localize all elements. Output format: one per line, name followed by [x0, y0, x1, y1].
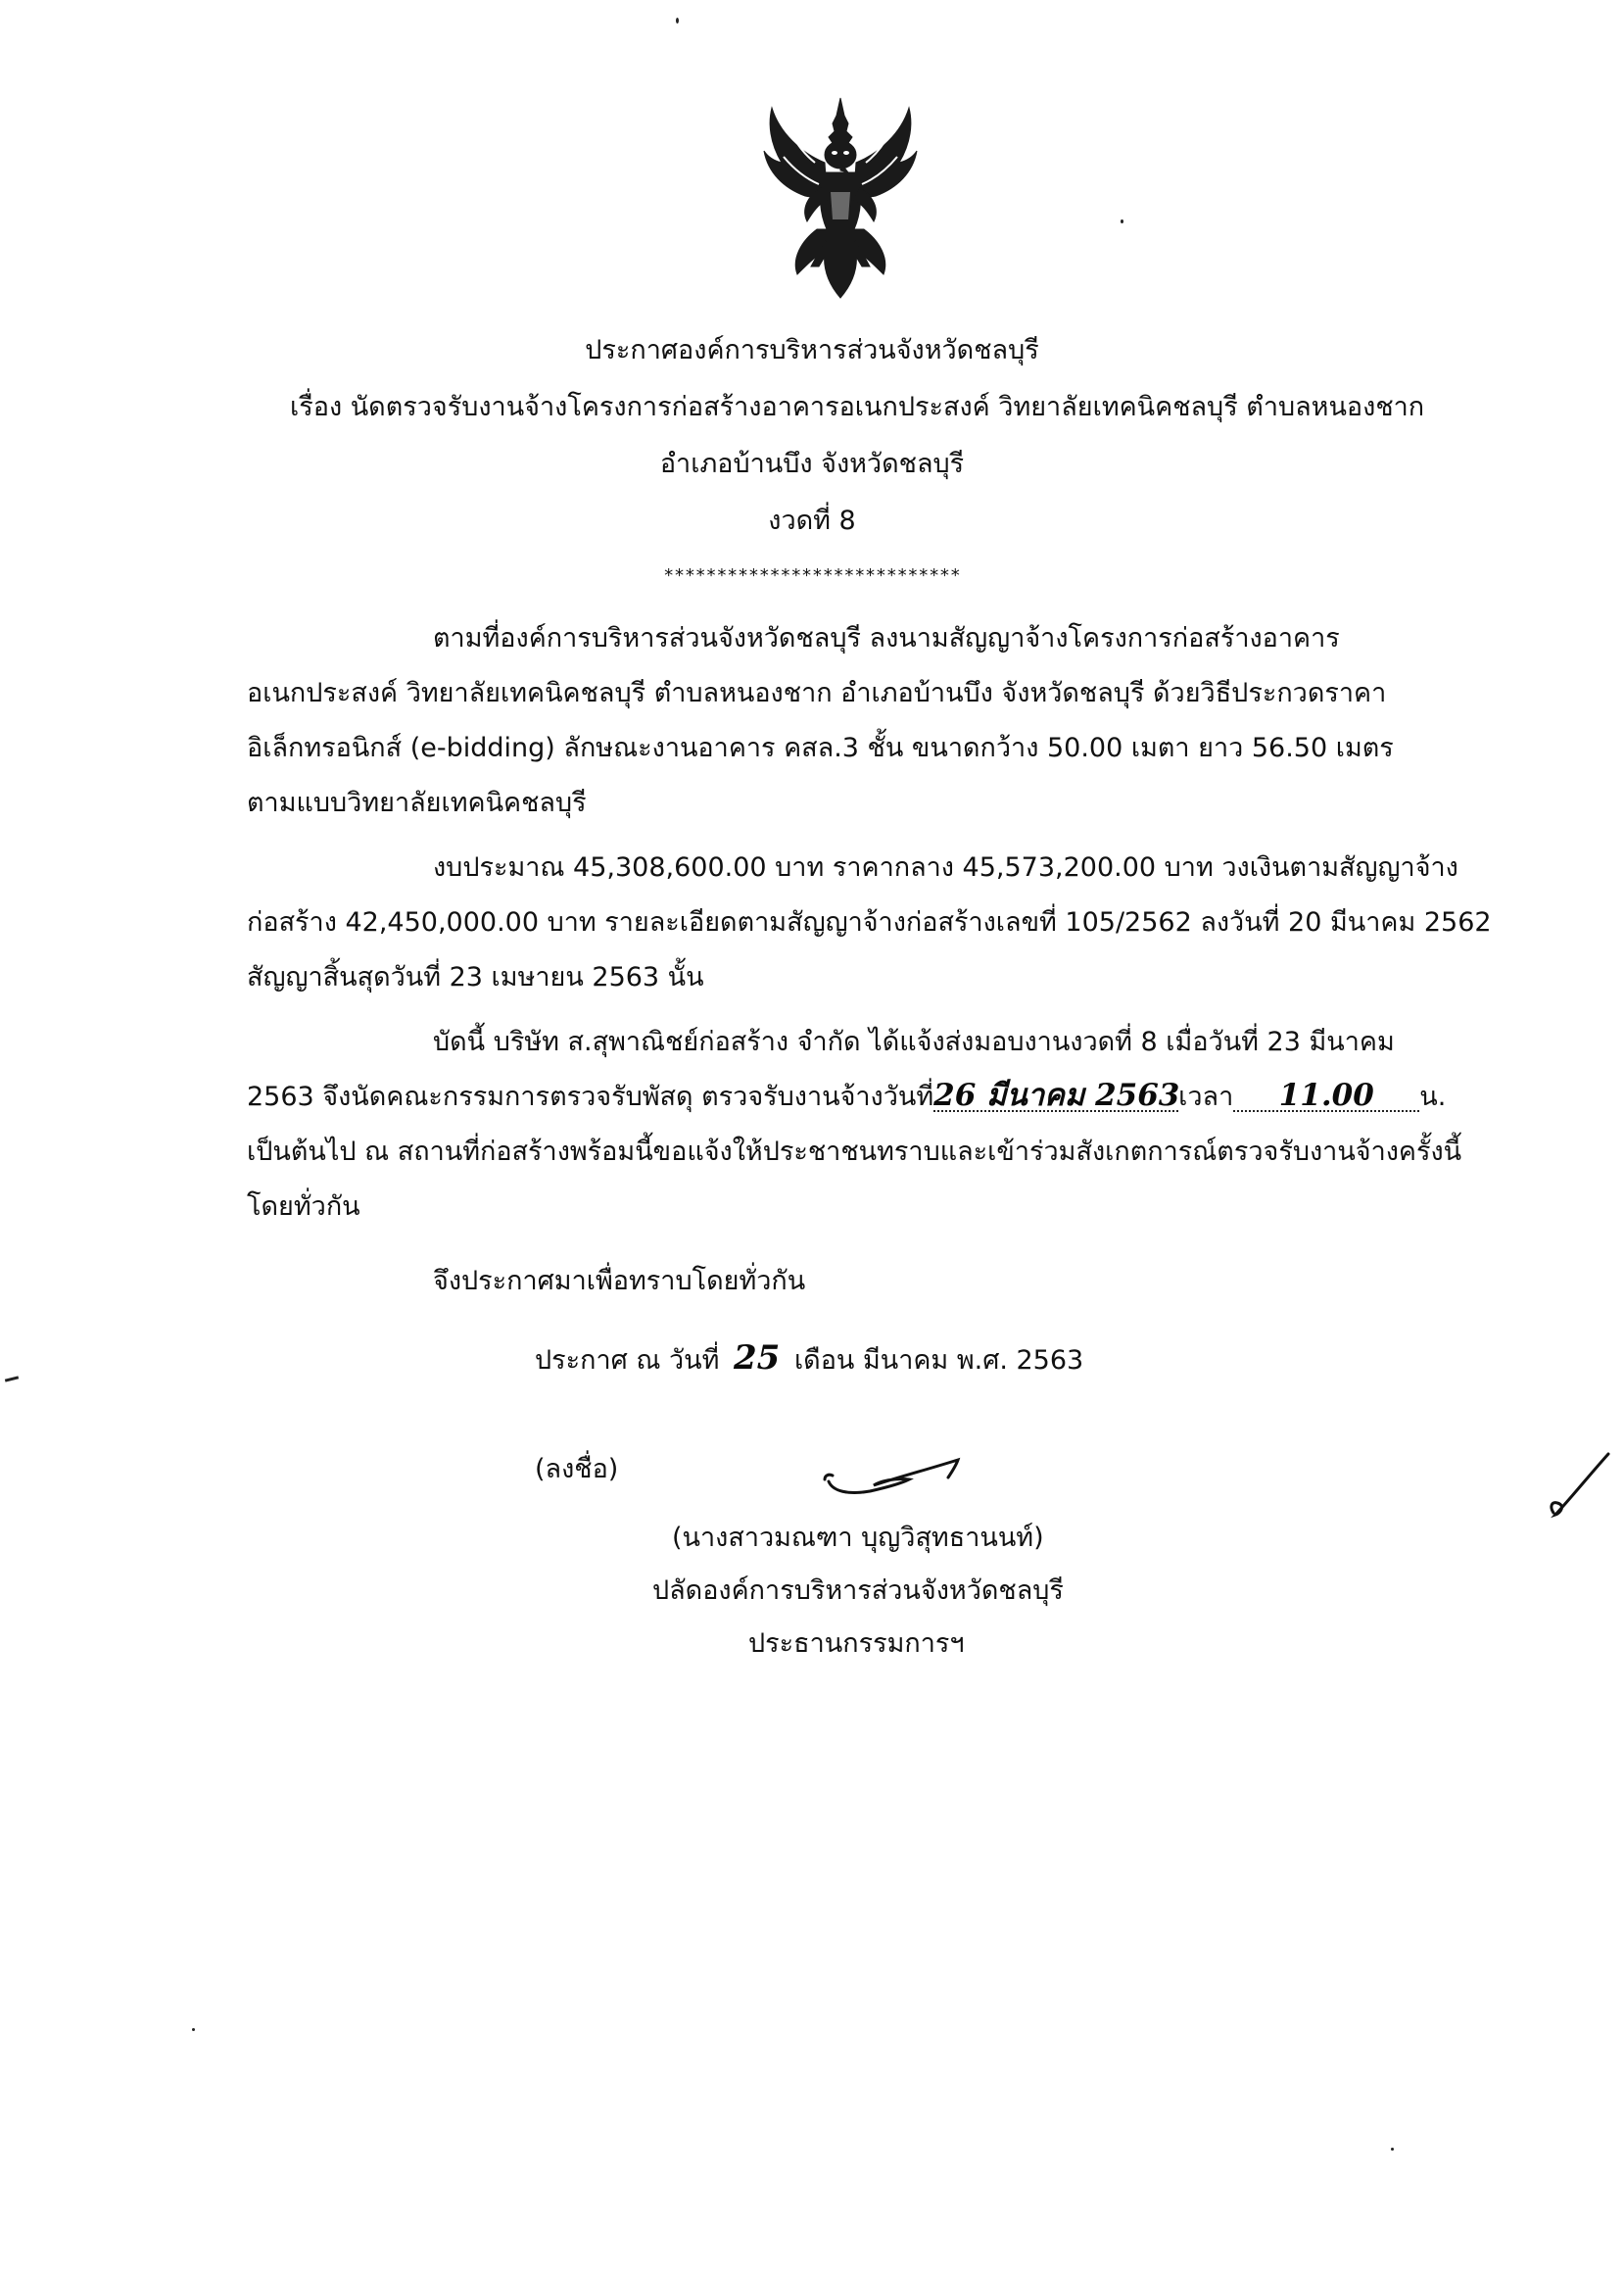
- signatory-name: (นางสาวมณฑา บุญวิสุทธานนท์): [672, 1523, 1044, 1553]
- garuda-emblem-icon: [762, 94, 919, 302]
- scan-speck: [5, 1376, 19, 1381]
- scan-speck: [192, 2028, 195, 2031]
- paragraph-3-line-3: เป็นต้นไป ณ สถานที่ก่อสร้างพร้อมนี้ขอแจ้งให้ประชาชนทราบและเข้าร่วมสังเกตการณ์ตรวจรับงานจ้างครั้งนี้: [247, 1137, 1462, 1167]
- subject-line-1: เรื่อง นัดตรวจรับงานจ้างโครงการก่อสร้างอาคารอเนกประสงค์ วิทยาลัยเทคนิคชลบุรี ตำบลหนองชาก: [290, 392, 1425, 422]
- signatory-position: ปลัดองค์การบริหารส่วนจังหวัดชลบุรี: [652, 1575, 1064, 1606]
- signatory-role: ประธานกรรมการฯ: [748, 1628, 965, 1659]
- paragraph-3-line-4: โดยทั่วกัน: [247, 1191, 360, 1222]
- paragraph-1-line-1: ตามที่องค์การบริหารส่วนจังหวัดชลบุรี ลงนามสัญญาจ้างโครงการก่อสร้างอาคาร: [433, 623, 1340, 654]
- sign-label: (ลงชื่อ): [535, 1454, 619, 1484]
- star-divider: ****************************: [663, 565, 961, 586]
- paragraph-1-line-4: ตามแบบวิทยาลัยเทคนิคชลบุรี: [247, 788, 587, 818]
- handwritten-signature-icon: [819, 1446, 966, 1505]
- handwritten-day: 25: [734, 1338, 781, 1378]
- subject-line-2: อำเภอบ้านบึง จังหวัดชลบุรี: [659, 449, 965, 479]
- paragraph-2-line-2: ก่อสร้าง 42,450,000.00 บาท รายละเอียดตามสัญญาจ้างก่อสร้างเลขที่ 105/2562 ลงวันที่ 20 มีนาคม 2562: [247, 907, 1492, 938]
- scan-speck: [1121, 219, 1123, 223]
- inspection-date-prefix: 2563 จึงนัดคณะกรรมการตรวจรับพัสดุ ตรวจรับงานจ้างวันที่: [247, 1082, 934, 1112]
- scan-speck: [676, 18, 679, 24]
- handwritten-inspection-date: 26 มีนาคม 2563: [933, 1078, 1180, 1113]
- dateline-prefix: ประกาศ ณ วันที่: [535, 1345, 720, 1376]
- check-mark-icon: [1546, 1450, 1614, 1519]
- paragraph-3-line-1: บัดนี้ บริษัท ส.สุพาณิชย์ก่อสร้าง จำกัด ได้แจ้งส่งมอบงานงวดที่ 8 เมื่อวันที่ 23 มีนาคม: [433, 1027, 1395, 1057]
- paragraph-2-line-1: งบประมาณ 45,308,600.00 บาท ราคากลาง 45,573,200.00 บาท วงเงินตามสัญญาจ้าง: [433, 852, 1458, 883]
- paragraph-3-line-2: [247, 1080, 1446, 1115]
- handwritten-inspection-time: 11.00: [1233, 1081, 1419, 1112]
- announcement-title: ประกาศองค์การบริหารส่วนจังหวัดชลบุรี: [585, 335, 1039, 365]
- paragraph-2-line-3: สัญญาสิ้นสุดวันที่ 23 เมษายน 2563 นั้น: [247, 962, 704, 993]
- installment-number: งวดที่ 8: [768, 506, 856, 536]
- announcement-dateline: [535, 1340, 1083, 1379]
- scan-speck: [1391, 2148, 1394, 2151]
- closing-statement: จึงประกาศมาเพื่อทราบโดยทั่วกัน: [433, 1266, 806, 1296]
- paragraph-1-line-2: อเนกประสงค์ วิทยาลัยเทคนิคชลบุรี ตำบลหนองชาก อำเภอบ้านบึง จังหวัดชลบุรี ด้วยวิธีประกวดราคา: [247, 678, 1387, 708]
- time-unit: น.: [1419, 1082, 1447, 1112]
- paragraph-1-line-3: อิเล็กทรอนิกส์ (e-bidding) ลักษณะงานอาคาร คสล.3 ชั้น ขนาดกว้าง 50.00 เมตา ยาว 56.50 เมตร: [247, 733, 1394, 763]
- dateline-suffix: เดือน มีนาคม พ.ศ. 2563: [793, 1345, 1084, 1376]
- time-label: เวลา: [1178, 1082, 1234, 1112]
